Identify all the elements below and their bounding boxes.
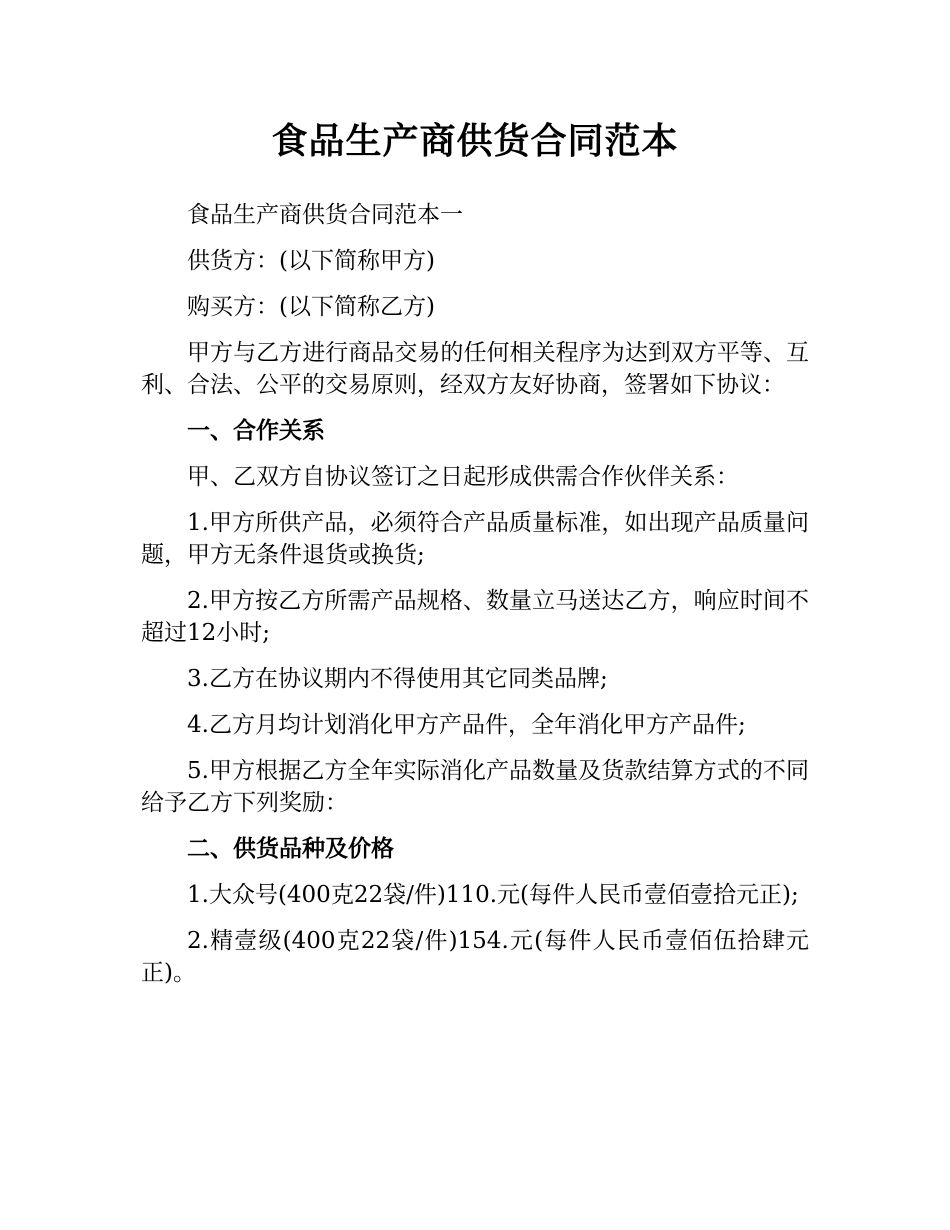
section-2-heading: 二、供货品种及价格 [187, 836, 394, 862]
document-body [141, 199, 809, 1003]
preamble-paragraph: 甲方与乙方进行商品交易的任何相关程序为达到双方平等、互利、合法、公平的交易原则，经双方友好协商，签署如下协议： [141, 340, 809, 398]
section-1-heading: 一、合作关系 [187, 418, 325, 444]
buyer-line: 购买方：(以下简称乙方) [187, 294, 435, 320]
intro-subtitle: 食品生产商供货合同范本一 [187, 202, 463, 228]
document-title: 食品生产商供货合同范本 [271, 121, 679, 162]
clause-1-4: 4.乙方月均计划消化甲方产品件，全年消化甲方产品件; [187, 712, 746, 738]
clause-1-5: 5.甲方根据乙方全年实际消化产品数量及货款结算方式的不同给予乙方下列奖励： [141, 758, 809, 816]
section-1-intro: 甲、乙双方自协议签订之日起形成供需合作伙伴关系： [187, 464, 739, 490]
clause-1-3: 3.乙方在协议期内不得使用其它同类品牌; [187, 666, 608, 692]
clause-2-1: 1.大众号(400克22袋/件)110.元(每件人民币壹佰壹拾元正); [187, 882, 799, 908]
clause-1-1: 1.甲方所供产品，必须符合产品质量标准，如出现产品质量问题，甲方无条件退货或换货; [141, 510, 809, 568]
clause-1-2: 2.甲方按乙方所需产品规格、数量立马送达乙方，响应时间不超过12小时; [141, 588, 809, 646]
supplier-line: 供货方：(以下简称甲方) [187, 248, 435, 274]
clause-2-2: 2.精壹级(400克22袋/件)154.元(每件人民币壹佰伍拾肆元正)。 [141, 928, 809, 986]
